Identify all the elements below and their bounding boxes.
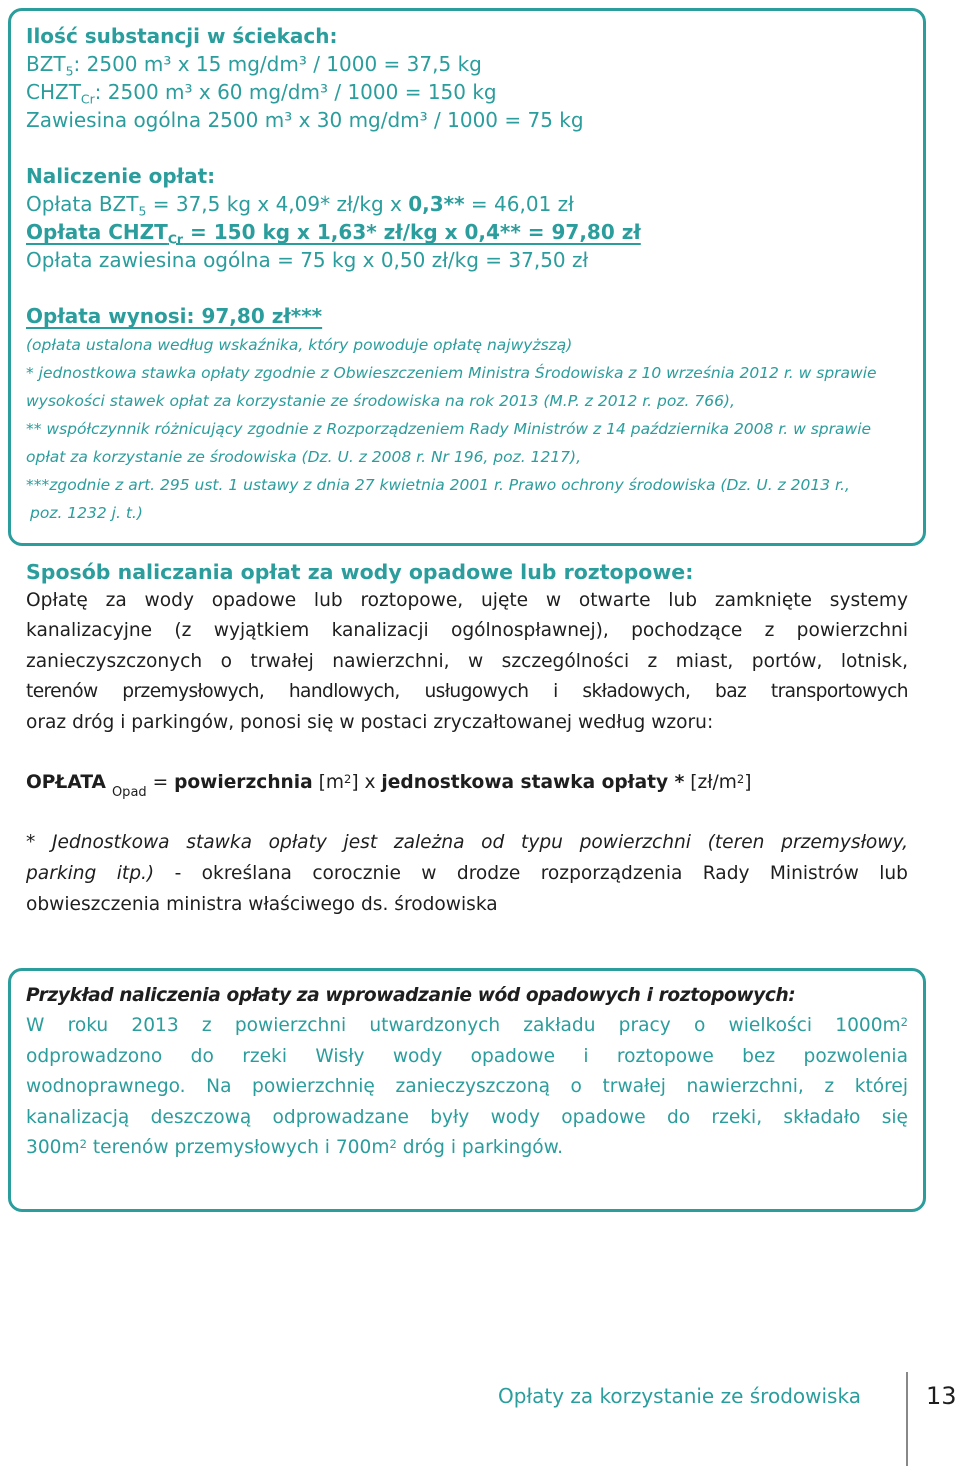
example-line: wodnoprawnego. Na powierzchnię zanieczyszczoną o trwałej nawierzchni, z której: [26, 1076, 908, 1097]
page-number: 13: [926, 1382, 957, 1410]
note-line: opłat za korzystanie ze środowiska (Dz. U. z 2008 r. Nr 196, poz. 1217),: [26, 448, 582, 466]
fee-bzt-line: Opłata $BZT_5 = 37,5$ kg x 4,09* zł/kg x 0,3** = 46,01 zł: [26, 192, 574, 219]
fee-formula: OPŁATA $_{Opad}$ = powierzchnia $[m^2]$ x jednostkowa stawka opłaty * $[zł/m^2]$: [26, 771, 752, 800]
chzt-line: $CHZT_{Cr}$: 2500 m³ x 60 mg/dm³ / 1000 = 150 kg: [26, 80, 497, 107]
section-paragraph-line: zanieczyszczonych o trwałej nawierzchni, w szczególności z miast, portów, lotnisk,: [26, 651, 908, 672]
example-line: $300m^2$ terenów przemysłowych i $700m^2$ dróg i parkingów.: [26, 1136, 564, 1158]
section-paragraph-line: Opłatę za wody opadowe lub roztopowe, ujęte w otwarte lub zamknięte systemy: [26, 590, 908, 611]
note-line: (opłata ustalona według wskaźnika, który powoduje opłatę najwyższą): [26, 336, 573, 354]
footnote-line: * Jednostkowa stawka opłaty jest zależna od typu powierzchni (teren przemysłowy,: [26, 832, 908, 853]
footer-divider: [906, 1372, 908, 1466]
zawiesina-line: Zawiesina ogólna 2500 m³ x 30 mg/dm³ / 1000 = 75 kg: [26, 108, 584, 132]
section-paragraph-line: kanalizacyjne (z wyjątkiem kanalizacji ogólnospławnej), pochodzące z powierzchni: [26, 620, 908, 641]
example-line: odprowadzono do rzeki Wisły wody opadowe i roztopowe bez pozwolenia: [26, 1046, 908, 1067]
section-heading: Sposób naliczania opłat za wody opadowe lub roztopowe:: [26, 560, 694, 584]
fee-chzt-line: Opłata $CHZT_{Cr} = 150$ kg x 1,63* zł/kg x 0,4** = 97,80 zł: [26, 220, 641, 247]
bzt-line: $BZT_5$: 2500 m³ x 15 mg/dm³ / 1000 = 37,5 kg: [26, 52, 482, 79]
example-heading: Przykład naliczenia opłaty za wprowadzanie wód opadowych i roztopowych:: [26, 985, 796, 1006]
section-paragraph-line: oraz dróg i parkingów, ponosi się w postaci zryczałtowanej według wzoru:: [26, 712, 714, 733]
note-line: poz. 1232 j. t.): [30, 504, 143, 522]
heading-substances: Ilość substancji w ściekach:: [26, 24, 338, 48]
heading-fees: Naliczenie opłat:: [26, 164, 216, 188]
footnote-line: parking itp.) - określana corocznie w drodze rozporządzenia Rady Ministrów lub: [26, 863, 908, 884]
note-line: * jednostkowa stawka opłaty zgodnie z Obwieszczeniem Ministra Środowiska z 10 września 2012 r. w sprawie: [26, 364, 877, 382]
footer-title: Opłaty za korzystanie ze środowiska: [498, 1384, 861, 1408]
footnote-line: obwieszczenia ministra właściwego ds. środowiska: [26, 894, 498, 915]
note-line: ***zgodnie z art. 295 ust. 1 ustawy z dnia 27 kwietnia 2001 r. Prawo ochrony środowiska (Dz. U. z 2013 r.,: [26, 476, 850, 494]
section-paragraph-line: terenów przemysłowych, handlowych, usługowych i składowych, baz transportowych: [26, 681, 908, 702]
example-line: kanalizacją deszczową odprowadzane były wody opadowe do rzeki, składało się: [26, 1107, 908, 1128]
total-fee: Opłata wynosi: 97,80 zł***: [26, 304, 323, 328]
note-line: wysokości stawek opłat za korzystanie ze środowiska na rok 2013 (M.P. z 2012 r. poz. 766),: [26, 392, 735, 410]
note-line: ** współczynnik różnicujący zgodnie z Rozporządzeniem Rady Ministrów z 14 października 2008 r. w sprawie: [26, 420, 872, 438]
example-line: W roku 2013 z powierzchni utwardzonych zakładu pracy o wielkości $1000m^2$: [26, 1014, 908, 1036]
fee-zawiesina-line: Opłata zawiesina ogólna = 75 kg x 0,50 zł/kg = 37,50 zł: [26, 248, 589, 272]
